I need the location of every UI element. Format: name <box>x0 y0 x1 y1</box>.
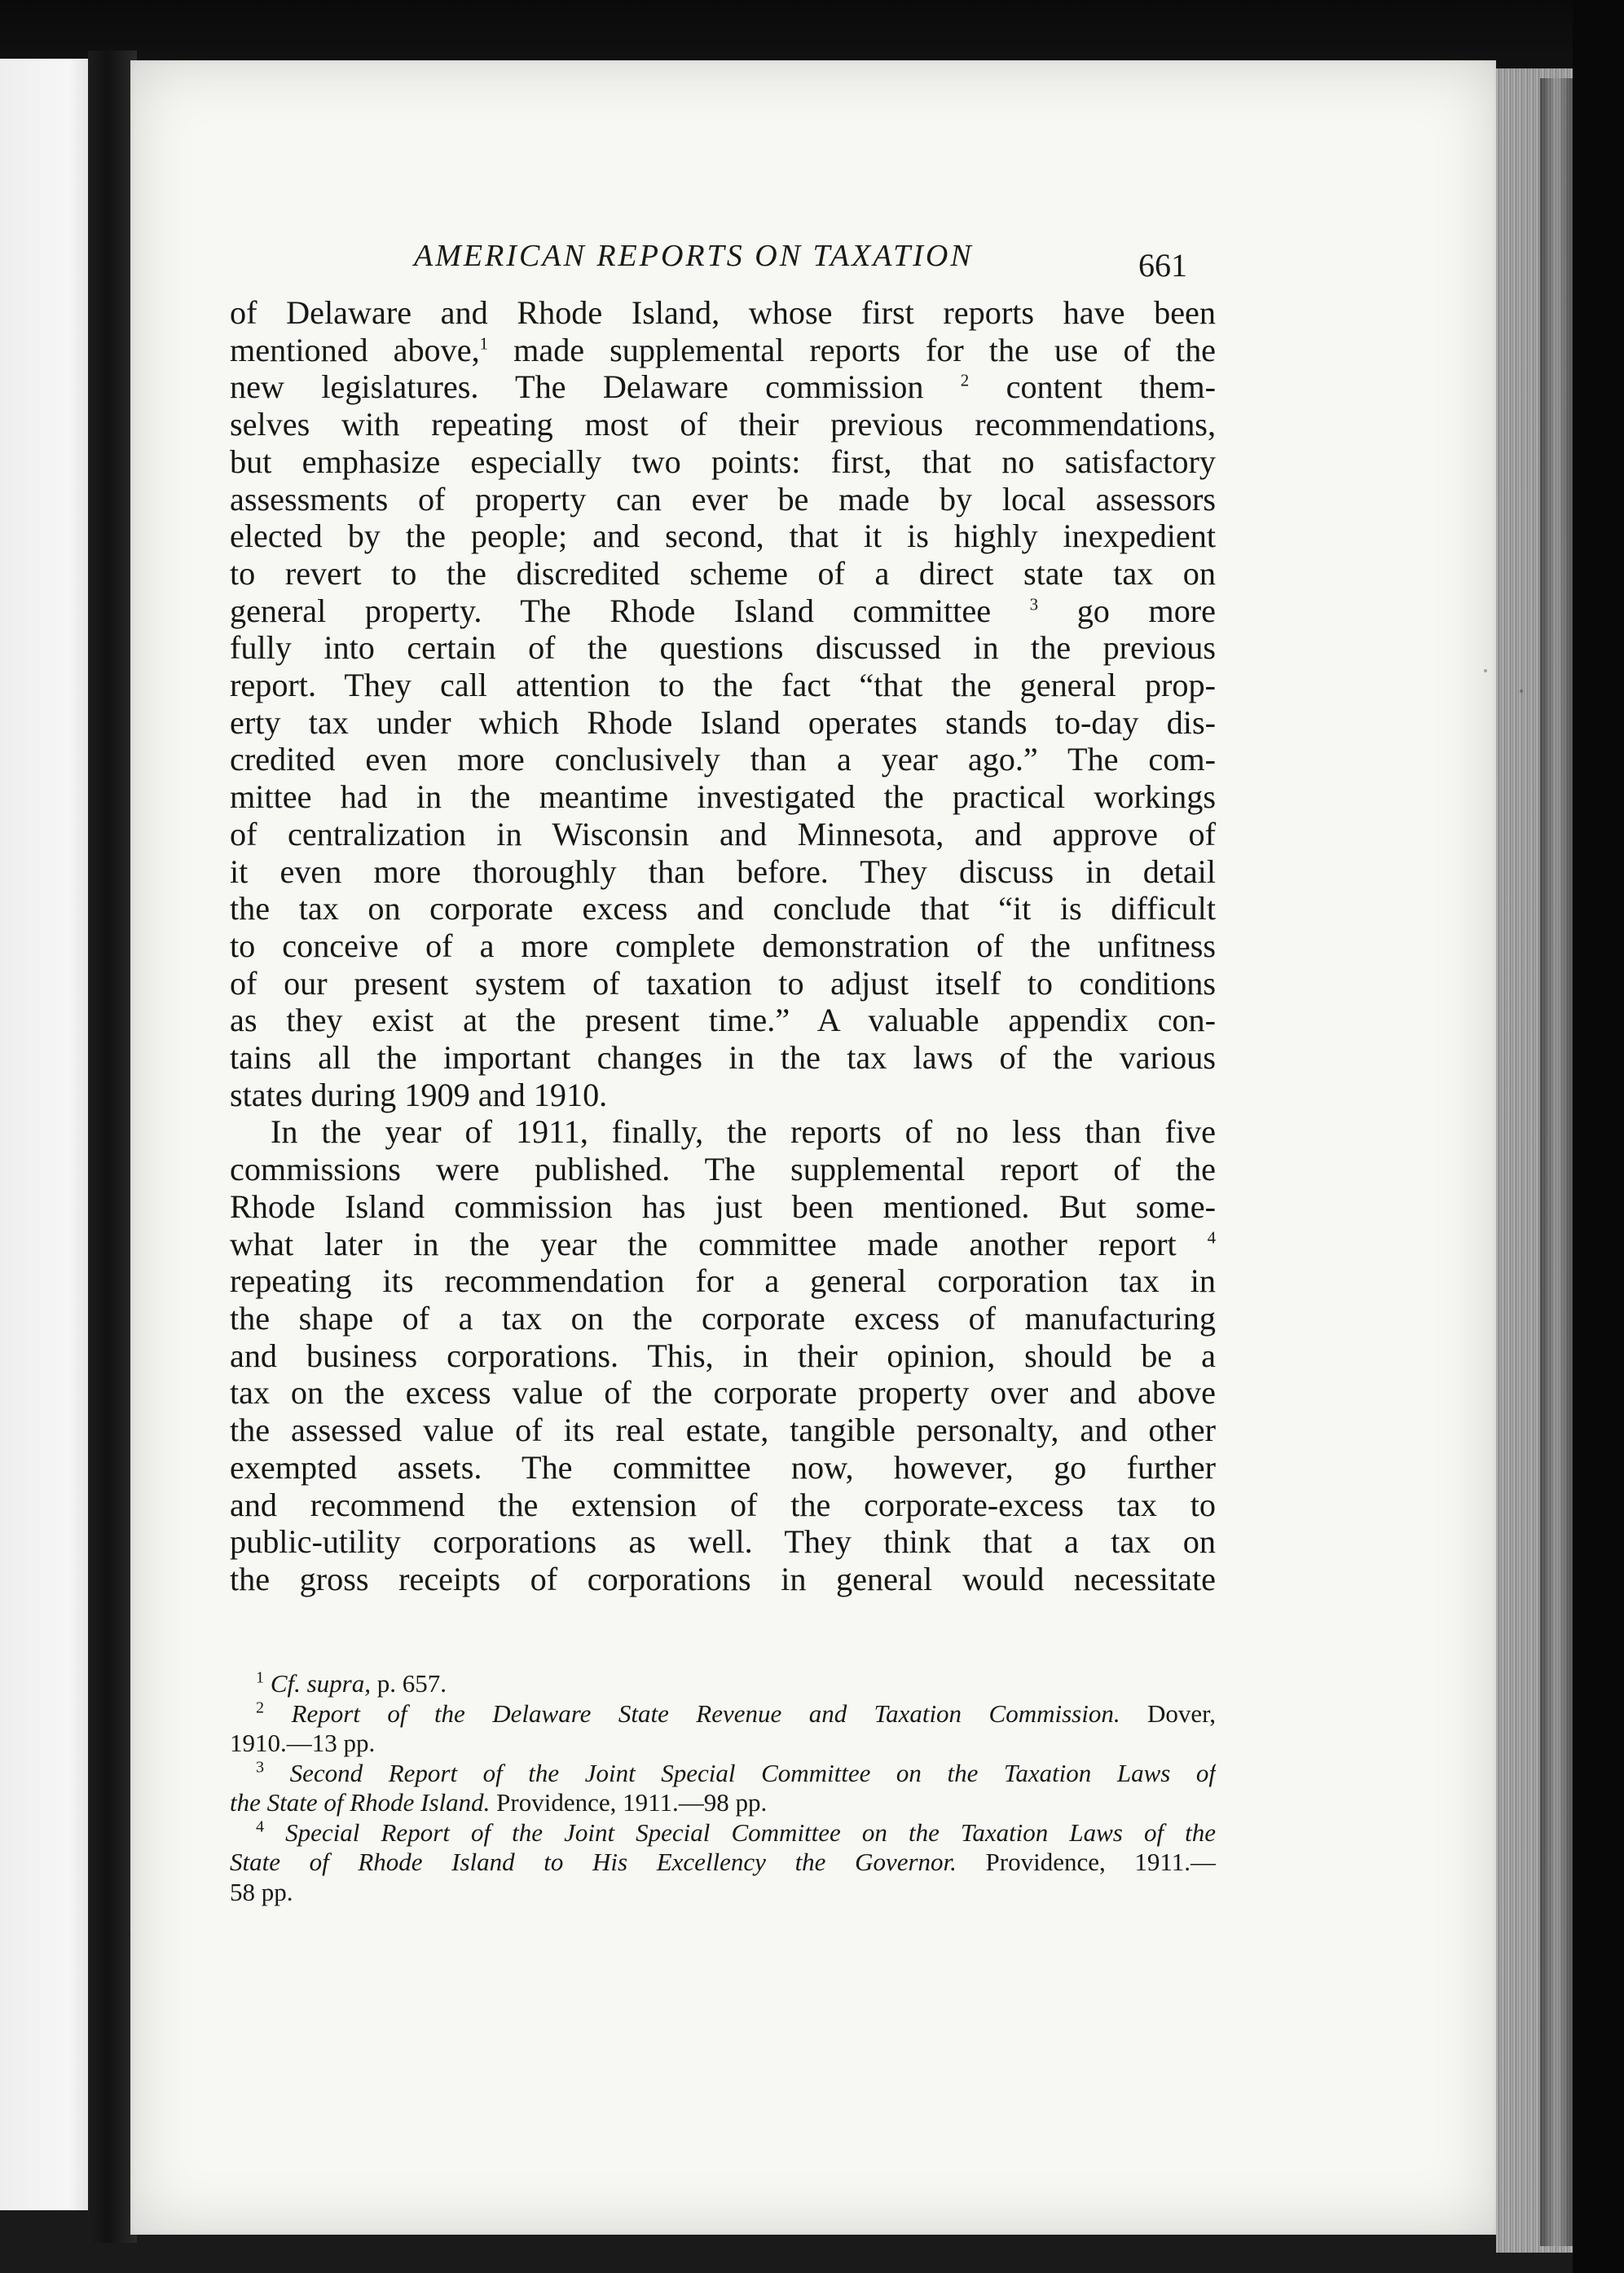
text-line: tax on the excess value of the corporate property over and above <box>230 1374 1216 1412</box>
text-line: but emphasize especially two points: first, that no satisfactory <box>230 443 1216 480</box>
footnote-number: 1 <box>256 1669 265 1687</box>
text-line: the assessed value of its real estate, tangible personalty, and other <box>230 1412 1216 1449</box>
text-line: of Delaware and Rhode Island, whose first reports have been <box>230 294 1216 331</box>
footnote-3: $^3$ Second Report of the Joint Special Committee on the Taxation Laws of <box>256 1758 1216 1787</box>
footnote-2-continuation: 1910.—13 pp. <box>230 1729 376 1757</box>
text-line: to revert to the discredited scheme of a direct state tax on <box>230 554 1216 592</box>
text-line: it even more thoroughly than before. They discuss in detail <box>230 852 1216 890</box>
scan-speck <box>127 1932 130 1936</box>
scan-speck <box>1520 689 1523 693</box>
text-line: mittee had in the meantime investigated the practical workings <box>230 778 1216 816</box>
running-head: AMERICAN REPORTS ON TAXATION <box>414 239 974 273</box>
note-mark: 4 <box>1207 1227 1216 1248</box>
text-line: selves with repeating most of their previous recommendations, <box>230 406 1216 443</box>
text-line: to conceive of a more complete demonstration of the unfitness <box>230 927 1216 964</box>
text-line: exempted assets. The committee now, however, go further <box>230 1448 1216 1486</box>
text-line: mentioned above,$^1$ made supplemental reports for the use of the <box>230 331 1216 368</box>
footnote-2: $^2$ Report of the Delaware State Revenue and Taxation Commission. Dover, <box>256 1698 1216 1728</box>
text-line: the shape of a tax on the corporate excess of manufacturing <box>230 1299 1216 1337</box>
footnote-4-continuation: State of Rhode Island to His Excellency the Governor. Providence, 1911.— <box>230 1848 1216 1876</box>
text-line: commissions were published. The supplemental report of the <box>230 1151 1216 1188</box>
note-mark: 1 <box>479 333 489 354</box>
text-line: In the year of 1911, finally, the reports of no less than five <box>271 1113 1216 1151</box>
text-line: the tax on corporate excess and conclude that “it is difficult <box>230 890 1216 927</box>
text-line: of centralization in Wisconsin and Minnesota, and approve of <box>230 815 1216 852</box>
facing-page-edge <box>0 59 99 2210</box>
text-line: erty tax under which Rhode Island operates stands to-day dis- <box>230 703 1216 741</box>
footnote-number: 4 <box>256 1817 265 1836</box>
page-number: 661 <box>1138 247 1187 284</box>
text-line: of our present system of taxation to adjust itself to conditions <box>230 964 1216 1002</box>
footnote-1: $^1$ Cf. supra, p. 657. <box>256 1669 447 1698</box>
scan-speck <box>1484 669 1487 672</box>
footnote-4: $^4$ Special Report of the Joint Special Committee on the Taxation Laws of the <box>256 1817 1216 1847</box>
text-line: the gross receipts of corporations in general would necessitate <box>230 1560 1216 1597</box>
text-line: repeating its recommendation for a general corporation tax in <box>230 1262 1216 1300</box>
text-line: credited even more conclusively than a year ago.” The com- <box>230 741 1216 778</box>
main-text <box>230 294 1216 1598</box>
text-line: as they exist at the present time.” A valuable appendix con- <box>230 1002 1216 1039</box>
book-gutter <box>88 51 137 2243</box>
text-line: and business corporations. This, in their opinion, should be a <box>230 1337 1216 1374</box>
text-line: and recommend the extension of the corporate-excess tax to <box>230 1486 1216 1523</box>
text-line: assessments of property can ever be made by local assessors <box>230 480 1216 518</box>
text-line: what later in the year the committee made another report $^4$ <box>230 1225 1216 1262</box>
footnotes <box>230 1669 1216 1907</box>
right-scan-shadow <box>1573 0 1624 2273</box>
footnote-3-continuation: the State of Rhode Island. Providence, 1911.—98 pp. <box>230 1788 768 1817</box>
note-mark: 3 <box>1029 594 1039 615</box>
text-line: elected by the people; and second, that it is highly inexpedient <box>230 518 1216 555</box>
text-line: states during 1909 and 1910. <box>230 1076 608 1113</box>
text-line: public-utility corporations as well. They think that a tax on <box>230 1523 1216 1561</box>
text-line: Rhode Island commission has just been mentioned. But some- <box>230 1187 1216 1225</box>
footnote-number: 2 <box>256 1698 265 1717</box>
text-line: tains all the important changes in the tax laws of the various <box>230 1039 1216 1077</box>
note-mark: 2 <box>960 371 970 391</box>
page-stack-shadow <box>1540 78 1573 2246</box>
footnote-4-end: 58 pp. <box>230 1877 293 1906</box>
text-line: general property. The Rhode Island committee $^3$ go more <box>230 592 1216 629</box>
text-line: fully into certain of the questions discussed in the previous <box>230 629 1216 667</box>
text-line: new legislatures. The Delaware commission $^2$ content them- <box>230 368 1216 406</box>
footnote-number: 3 <box>256 1758 265 1777</box>
text-line: report. They call attention to the fact “that the general prop- <box>230 667 1216 704</box>
